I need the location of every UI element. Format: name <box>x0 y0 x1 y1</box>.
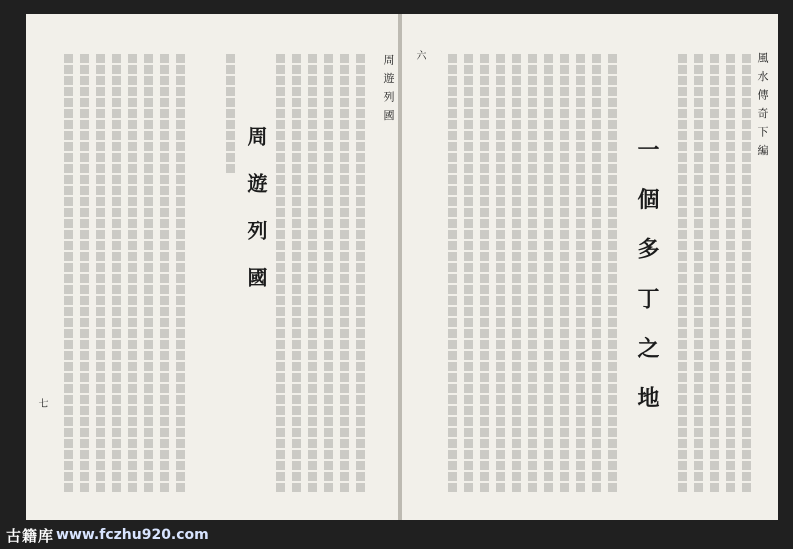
right-running-header: 風 水 傳 奇 下 編 <box>756 52 769 158</box>
text-column <box>356 54 365 494</box>
text-column <box>448 54 457 494</box>
watermark-brand: 古籍库 <box>6 526 55 545</box>
left-running-header: 周 遊 列 國 <box>382 54 395 123</box>
section-title-zhouyou: 周 遊 列 國 <box>244 126 268 297</box>
text-column <box>80 54 89 494</box>
text-column <box>742 54 751 494</box>
text-column <box>576 54 585 494</box>
left-page <box>26 14 398 520</box>
text-column <box>324 54 333 494</box>
text-column <box>96 54 105 494</box>
left-folio: 七 <box>36 398 47 408</box>
text-column <box>726 54 735 494</box>
site-watermark <box>6 525 209 545</box>
section-title-duoding: 一 個 多 丁 之 地 <box>634 138 660 419</box>
text-column <box>678 54 687 494</box>
text-column <box>276 54 285 494</box>
right-folio: 六 <box>414 50 425 60</box>
text-column <box>112 54 121 494</box>
text-column <box>512 54 521 494</box>
text-column <box>64 54 73 494</box>
text-column <box>226 54 235 174</box>
text-column <box>128 54 137 494</box>
text-column <box>160 54 169 494</box>
text-column <box>464 54 473 494</box>
text-column <box>592 54 601 494</box>
text-column <box>144 54 153 494</box>
watermark-url: www.fczhu920.com <box>56 527 209 543</box>
text-column <box>340 54 349 494</box>
text-column <box>308 54 317 494</box>
text-column <box>480 54 489 494</box>
text-column <box>694 54 703 494</box>
text-column <box>608 54 617 494</box>
right-page <box>402 14 778 520</box>
text-column <box>560 54 569 494</box>
text-column <box>544 54 553 494</box>
text-column <box>176 54 185 494</box>
text-column <box>710 54 719 494</box>
text-column <box>528 54 537 494</box>
text-column <box>496 54 505 494</box>
text-column <box>292 54 301 494</box>
